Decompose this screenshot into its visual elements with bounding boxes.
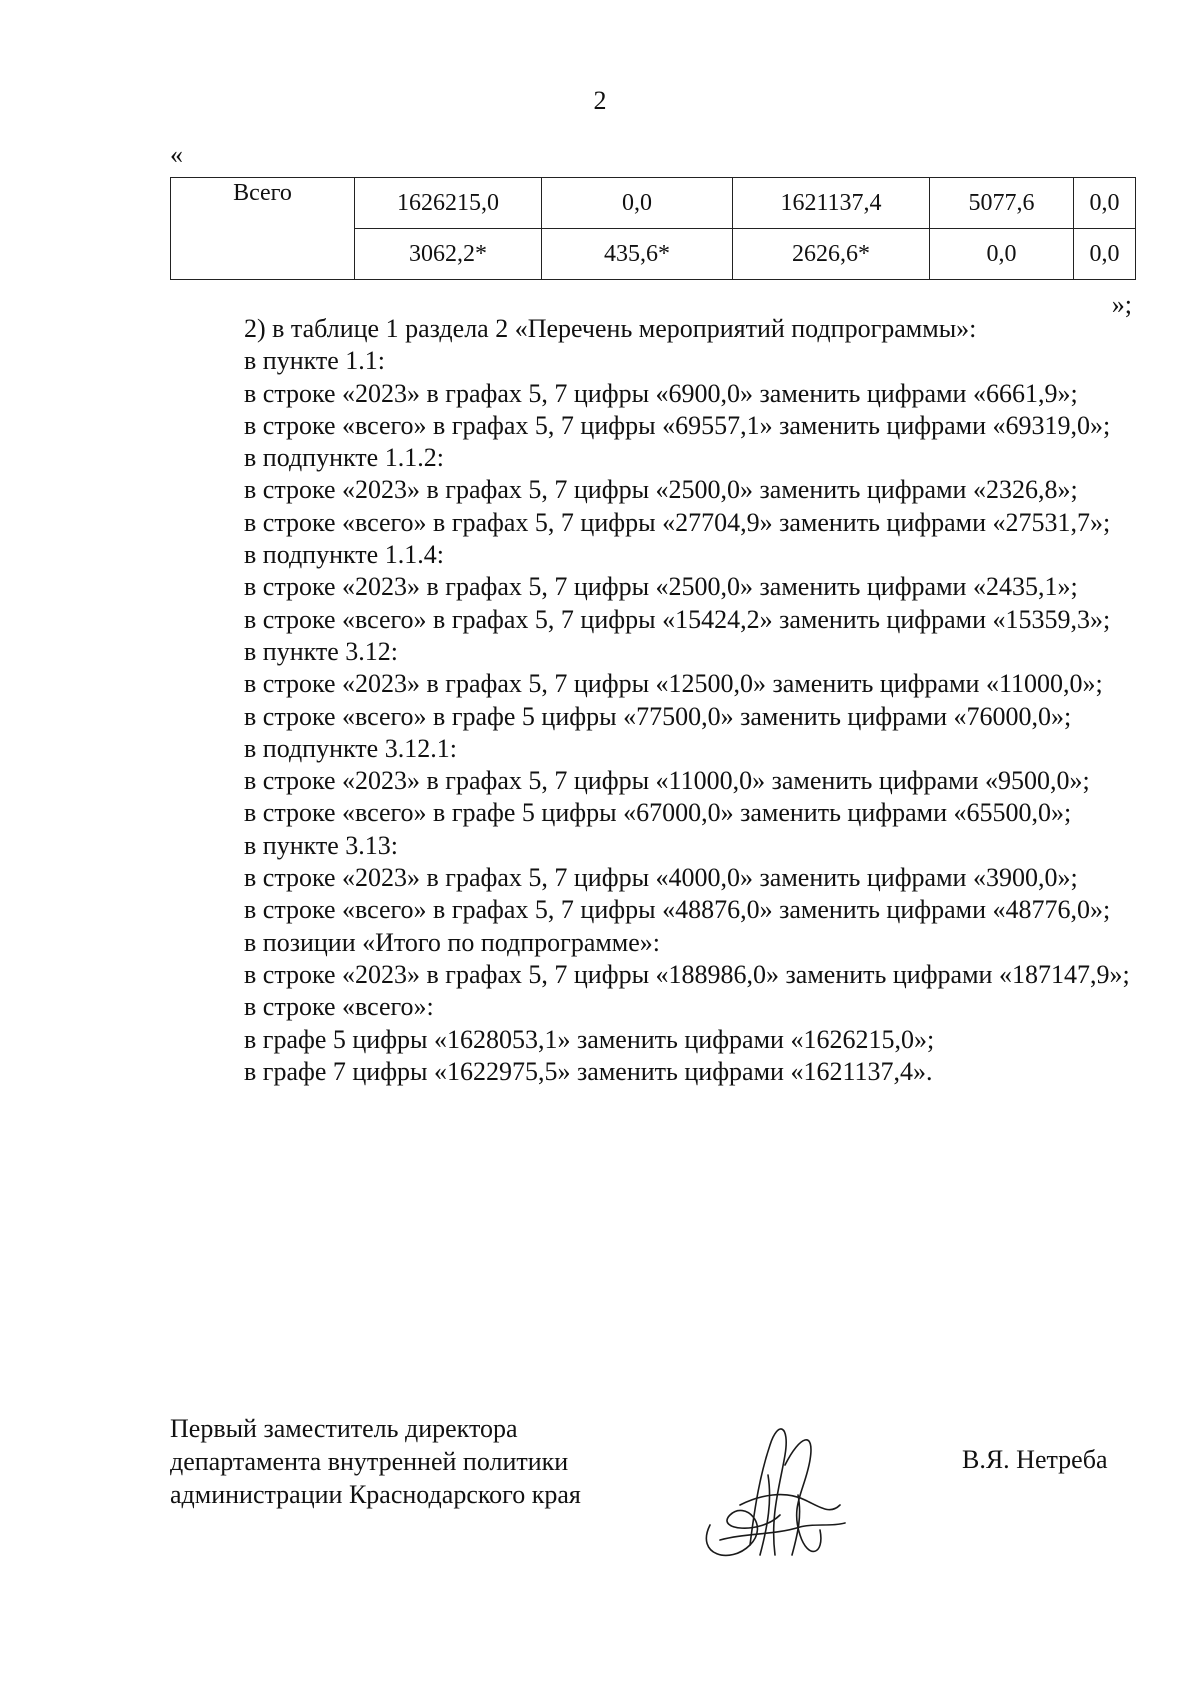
paragraph: в строке «всего» в графах 5, 7 цифры «15424,2» заменить цифрами «15359,3»; [244, 604, 1111, 634]
paragraph: в подпункте 3.12.1: [244, 733, 457, 763]
paragraph: в строке «всего» в графе 5 цифры «67000,0» заменить цифрами «65500,0»; [244, 798, 1072, 828]
paragraph: в строке «2023» в графах 5, 7 цифры «2500,0» заменить цифрами «2326,8»; [244, 475, 1078, 505]
handwritten-signature [690, 1405, 860, 1575]
table-cell: 435,6* [542, 229, 733, 280]
paragraph: в строке «2023» в графах 5, 7 цифры «188986,0» заменить цифрами «187147,9»; [244, 959, 1130, 989]
paragraph: в подпункте 1.1.4: [244, 540, 444, 570]
paragraph: в строке «всего» в графе 5 цифры «77500,0» заменить цифрами «76000,0»; [244, 701, 1072, 731]
table-cell: 1626215,0 [355, 178, 542, 229]
paragraph: в подпункте 1.1.2: [244, 443, 444, 473]
table-cell: 3062,2* [355, 229, 542, 280]
paragraph: в графе 5 цифры «1628053,1» заменить цифрами «1626215,0»; [244, 1024, 935, 1054]
table-open-quote: « [170, 140, 183, 169]
table-cell: 0,0 [542, 178, 733, 229]
signatory-position-line: Первый заместитель директора [170, 1414, 518, 1443]
signatory-position [170, 1412, 581, 1511]
table-row-label: Всего [171, 178, 355, 280]
table-cell: 5077,6 [930, 178, 1074, 229]
paragraph: 2) в таблице 1 раздела 2 «Перечень мероприятий подпрограммы»: [244, 314, 977, 343]
signatory-position-line: департамента внутренней политики [170, 1447, 569, 1476]
table-cell: 0,0 [930, 229, 1074, 280]
table-cell: 0,0 [1074, 229, 1136, 280]
paragraph: в графе 7 цифры «1622975,5» заменить цифрами «1621137,4». [244, 1056, 933, 1086]
paragraph: в пункте 3.13: [244, 830, 399, 860]
paragraph: в строке «2023» в графах 5, 7 цифры «4000,0» заменить цифрами «3900,0»; [244, 863, 1078, 893]
paragraph: в строке «2023» в графах 5, 7 цифры «12500,0» заменить цифрами «11000,0»; [244, 669, 1103, 699]
paragraph: в строке «всего» в графах 5, 7 цифры «69557,1» заменить цифрами «69319,0»; [244, 410, 1111, 440]
paragraph: в строке «всего» в графах 5, 7 цифры «48876,0» заменить цифрами «48776,0»; [244, 895, 1111, 925]
paragraph: в строке «всего» в графах 5, 7 цифры «27704,9» заменить цифрами «27531,7»; [244, 507, 1111, 537]
paragraph: в пункте 1.1: [244, 346, 386, 376]
paragraph: в позиции «Итого по подпрограмме»: [244, 927, 661, 957]
paragraph: в строке «2023» в графах 5, 7 цифры «11000,0» заменить цифрами «9500,0»; [244, 766, 1090, 796]
paragraph: в строке «всего»: [244, 992, 434, 1022]
paragraph: в пункте 3.12: [244, 636, 399, 666]
signatory-name: В.Я. Нетреба [962, 1445, 1108, 1474]
paragraph: в строке «2023» в графах 5, 7 цифры «6900,0» заменить цифрами «6661,9»; [244, 378, 1078, 408]
amendment-text [170, 313, 1136, 1088]
table-cell: 1621137,4 [733, 178, 930, 229]
table-row [171, 178, 1136, 229]
table-cell: 2626,6* [733, 229, 930, 280]
table-close-quote: »; [1111, 290, 1132, 319]
signatory-position-line: администрации Краснодарского края [170, 1480, 581, 1509]
finance-table [170, 177, 1136, 280]
paragraph: в строке «2023» в графах 5, 7 цифры «2500,0» заменить цифрами «2435,1»; [244, 572, 1078, 602]
page-number: 2 [593, 86, 607, 115]
table-cell: 0,0 [1074, 178, 1136, 229]
